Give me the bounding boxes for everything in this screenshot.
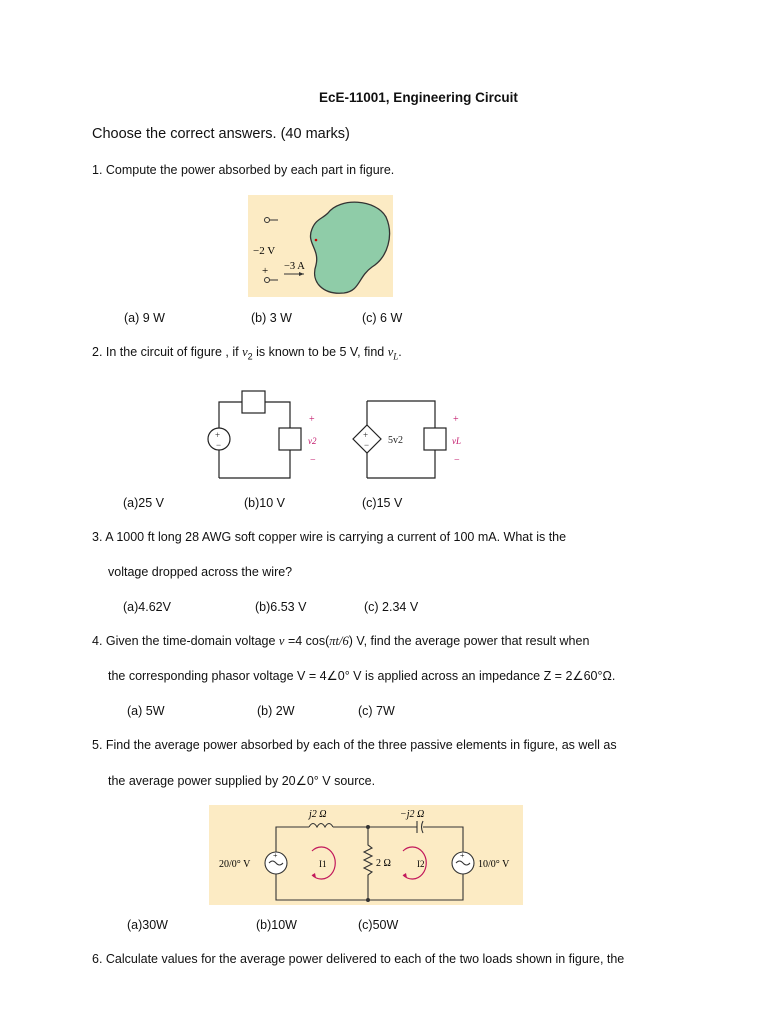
q3-option-c: (c) 2.34 V xyxy=(364,600,419,614)
q2-plus-v2: + xyxy=(309,414,315,425)
q5-capacitor-label: −j2 Ω xyxy=(400,809,425,820)
q5-option-c: (c)50W xyxy=(358,918,399,932)
page-title: EcE-11001, Engineering Circuit xyxy=(319,90,518,105)
q1-voltage-label: −2 V xyxy=(253,245,276,257)
q5-figure xyxy=(209,805,523,905)
q2-dependent-label: 5v2 xyxy=(388,435,403,446)
q2-plus-vl: + xyxy=(453,414,459,425)
svg-text:+: + xyxy=(215,430,221,440)
svg-text:+: + xyxy=(460,851,465,860)
q2-vl-label: vL xyxy=(452,436,461,446)
q1-plus-sign: + xyxy=(262,265,269,277)
question-4-line-2: the corresponding phasor voltage V = 4∠0° V is applied across an impedance Z = 2∠60°Ω. xyxy=(108,669,616,683)
q5-mesh-1-label: I1 xyxy=(319,859,327,869)
question-3-line-1: 3. A 1000 ft long 28 AWG soft copper wire is carrying a current of 100 mA. What is the xyxy=(92,530,567,544)
q5-option-b: (b)10W xyxy=(256,918,297,932)
q4-option-c: (c) 7W xyxy=(358,704,395,718)
q4-option-b: (b) 2W xyxy=(257,704,295,718)
instructions: Choose the correct answers. (40 marks) xyxy=(92,126,350,142)
q5-figure-background xyxy=(209,805,523,905)
q2-v2-label: v2 xyxy=(308,436,317,446)
q5-inductor-label: j2 Ω xyxy=(309,809,327,820)
svg-text:+: + xyxy=(273,851,278,860)
q2-element-v2-box xyxy=(279,428,301,450)
q2-option-b: (b)10 V xyxy=(244,496,285,510)
q1-option-c: (c) 6 W xyxy=(362,311,403,325)
q2-option-a: (a)25 V xyxy=(123,496,164,510)
q2-element-top-box xyxy=(242,391,265,413)
question-5-line-2: the average power supplied by 20∠0° V source. xyxy=(108,774,376,788)
q1-current-label: −3 A xyxy=(284,261,305,272)
q5-source-2-label: 10/0° V xyxy=(478,859,510,870)
q5-resistor-label: 2 Ω xyxy=(376,858,391,869)
q2-minus-vl: − xyxy=(454,455,460,466)
q5-option-a: (a)30W xyxy=(127,918,168,932)
question-2-text: 2. In the circuit of figure , if $v_2$ is known to be 5 V, find $v_L$. xyxy=(92,345,402,362)
svg-text:+: + xyxy=(363,430,369,440)
q4-option-a: (a) 5W xyxy=(127,704,165,718)
question-6-line-1: 6. Calculate values for the average power delivered to each of the two loads shown in figure, the xyxy=(92,952,625,966)
q1-figure xyxy=(248,195,393,297)
svg-text:−: − xyxy=(364,440,370,450)
q2-minus-v2: − xyxy=(310,455,316,466)
question-3-line-2: voltage dropped across the wire? xyxy=(108,565,293,579)
q3-option-a: (a)4.62V xyxy=(123,600,171,614)
q2-option-c: (c)15 V xyxy=(362,496,403,510)
q2-element-vl-box xyxy=(424,428,446,450)
question-4-line-1: 4. Given the time-domain voltage v =4 cos(πt/6) V, find the average power that result when xyxy=(92,634,590,648)
q3-option-b: (b)6.53 V xyxy=(255,600,307,614)
q1-option-b: (b) 3 W xyxy=(251,311,292,325)
svg-text:−: − xyxy=(216,440,222,450)
q1-option-a: (a) 9 W xyxy=(124,311,165,325)
q2-figure xyxy=(200,383,470,483)
q5-mesh-2-label: I2 xyxy=(417,859,425,869)
q5-source-1-label: 20/0° V xyxy=(219,859,251,870)
question-5-line-1: 5. Find the average power absorbed by each of the three passive elements in figure, as well as xyxy=(92,738,617,752)
question-1-text: 1. Compute the power absorbed by each part in figure. xyxy=(92,163,395,177)
